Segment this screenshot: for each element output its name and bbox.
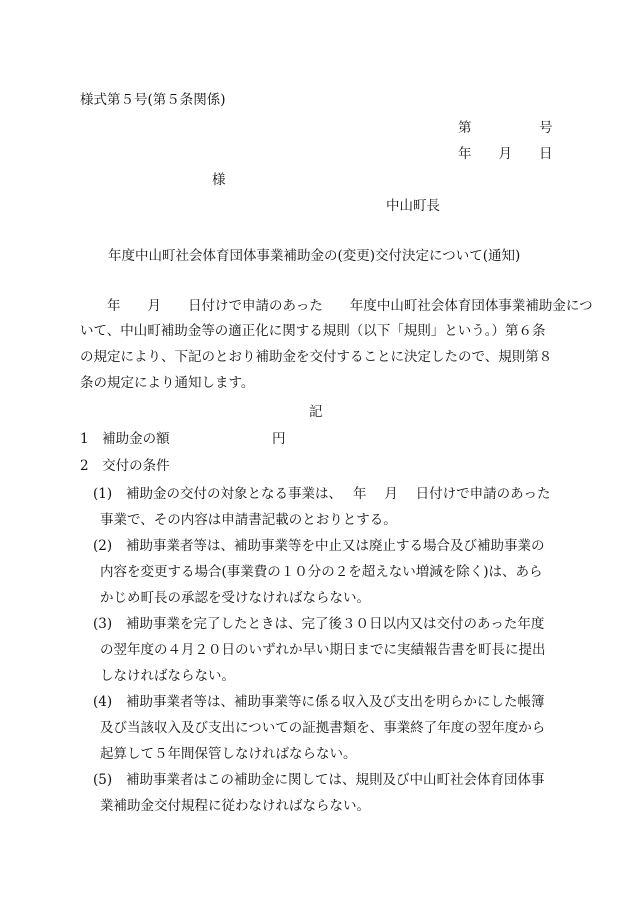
condition-number: (1) xyxy=(93,486,113,502)
section-1-label: 1 補助金の額 xyxy=(80,431,170,447)
condition-line: の翌年度の４月２０日のいずれか早い期日までに実績報告書を町長に提出 xyxy=(100,642,546,658)
condition-line: かじめ町長の承認を受けなければならない。 xyxy=(100,590,370,606)
condition-line: 補助事業を完了したときは、完了後３０日以内又は交付のあった年度 xyxy=(126,616,545,632)
body-line: の規定により、下記のとおり補助金を交付することに決定したので、規則第８ xyxy=(80,349,553,365)
condition-line: 内容を変更する場合(事業費の１０分の２を超えない増減を除く)は、あら xyxy=(100,564,543,580)
condition-number: (4) xyxy=(93,694,113,710)
addressee-suffix: 様 xyxy=(212,172,226,188)
condition-line: 補助事業者はこの補助金に関しては、規則及び中山町社会体育団体事 xyxy=(126,772,545,788)
condition-line: 補助金の交付の対象となる事業は、 年 月 日付けで申請のあった xyxy=(126,486,551,502)
condition-number: (5) xyxy=(93,772,113,788)
condition-number: (2) xyxy=(93,538,113,554)
ki-heading: 記 xyxy=(309,404,323,420)
condition-number: (3) xyxy=(93,616,113,632)
condition-line: 補助事業者等は、補助事業等を中止又は廃止する場合及び補助事業の xyxy=(126,538,545,554)
condition-line: 起算して５年間保管しなければならない。 xyxy=(100,746,357,762)
condition-line: 業補助金交付規程に従わなければならない。 xyxy=(100,798,370,814)
section-2-label: 2 交付の条件 xyxy=(80,458,170,474)
document-title: 年度中山町社会体育団体事業補助金の(変更)交付決定について(通知) xyxy=(108,248,521,264)
body-line: 条の規定により通知します。 xyxy=(80,375,255,391)
condition-line: 補助事業者等は、補助事業等に係る収入及び支出を明らかにした帳簿 xyxy=(126,694,545,710)
issuer-name: 中山町長 xyxy=(386,198,440,214)
condition-line: しなければならない。 xyxy=(100,668,235,684)
document-number: 第 号 xyxy=(458,120,553,136)
body-line: いて、中山町補助金等の適正化に関する規則（以下「規則」という。）第６条 xyxy=(80,323,546,339)
condition-line: 及び当該収入及び支出についての証拠書類を、事業終了年度の翌年度から xyxy=(100,720,546,736)
form-label: 様式第５号(第５条関係) xyxy=(80,92,226,108)
body-line: 年 月 日付けで申請のあった 年度中山町社会体育団体事業補助金につ xyxy=(80,298,593,314)
document-date: 年 月 日 xyxy=(458,146,553,162)
section-1-unit: 円 xyxy=(272,431,286,447)
condition-line: 事業で、その内容は申請書記載のとおりとする。 xyxy=(100,512,397,528)
